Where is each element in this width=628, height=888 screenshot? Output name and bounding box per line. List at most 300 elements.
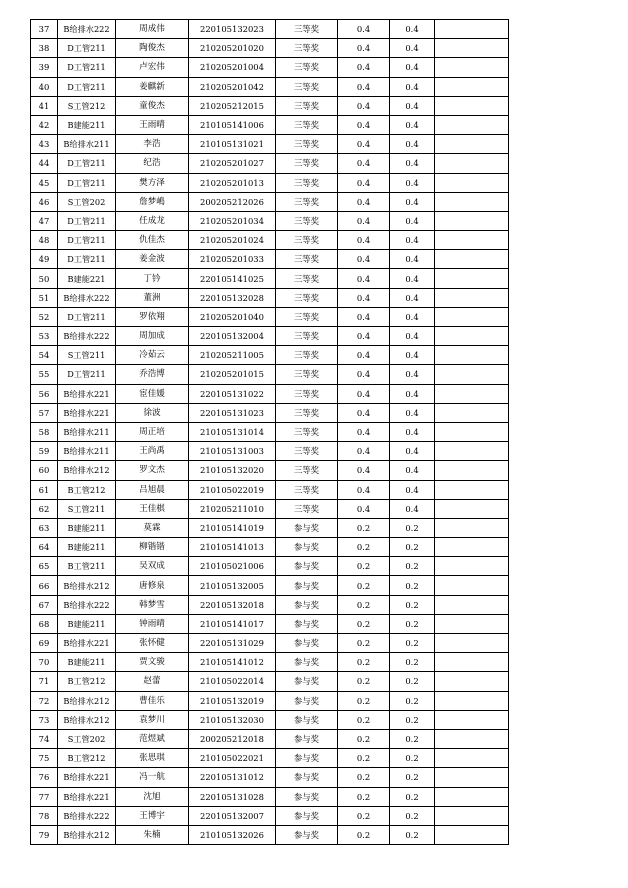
credit-cell: 0.2 xyxy=(390,749,435,768)
remark-cell xyxy=(435,480,509,499)
student-id-cell: 210105141017 xyxy=(189,614,276,633)
student-id-cell: 210105141012 xyxy=(189,653,276,672)
student-name-cell: 周正培 xyxy=(116,422,189,441)
table-row xyxy=(31,365,509,384)
credit-cell: 0.4 xyxy=(390,77,435,96)
student-id-cell: 210205211005 xyxy=(189,346,276,365)
score-cell: 0.2 xyxy=(338,710,390,729)
table-row xyxy=(31,154,509,173)
table-row xyxy=(31,231,509,250)
credit-cell: 0.4 xyxy=(390,365,435,384)
award-level-cell: 参与奖 xyxy=(276,614,338,633)
student-name-cell: 罗文杰 xyxy=(116,461,189,480)
credit-cell: 0.4 xyxy=(390,58,435,77)
award-level-cell: 三等奖 xyxy=(276,403,338,422)
award-level-cell: 参与奖 xyxy=(276,595,338,614)
student-id-cell: 210105131003 xyxy=(189,442,276,461)
student-id-cell: 200205212026 xyxy=(189,192,276,211)
remark-cell xyxy=(435,710,509,729)
credit-cell: 0.4 xyxy=(390,211,435,230)
award-level-cell: 三等奖 xyxy=(276,480,338,499)
table-row xyxy=(31,480,509,499)
table-row xyxy=(31,77,509,96)
class-cell: B给排水222 xyxy=(58,595,116,614)
table-row xyxy=(31,538,509,557)
remark-cell xyxy=(435,307,509,326)
remark-cell xyxy=(435,576,509,595)
score-cell: 0.4 xyxy=(338,422,390,441)
table-row xyxy=(31,20,509,39)
credit-cell: 0.4 xyxy=(390,231,435,250)
score-cell: 0.4 xyxy=(338,480,390,499)
class-cell: D工管211 xyxy=(58,39,116,58)
score-cell: 0.4 xyxy=(338,58,390,77)
award-level-cell: 三等奖 xyxy=(276,58,338,77)
class-cell: B建能211 xyxy=(58,518,116,537)
score-cell: 0.4 xyxy=(338,250,390,269)
table-row xyxy=(31,288,509,307)
student-name-cell: 纪浩 xyxy=(116,154,189,173)
score-cell: 0.2 xyxy=(338,595,390,614)
student-id-cell: 210105021006 xyxy=(189,557,276,576)
student-id-cell: 210205201013 xyxy=(189,173,276,192)
credit-cell: 0.4 xyxy=(390,154,435,173)
row-number-cell: 68 xyxy=(31,614,58,633)
row-number-cell: 59 xyxy=(31,442,58,461)
class-cell: B给排水221 xyxy=(58,384,116,403)
score-cell: 0.2 xyxy=(338,614,390,633)
score-cell: 0.4 xyxy=(338,115,390,134)
student-name-cell: 柳锴锴 xyxy=(116,538,189,557)
student-id-cell: 210105132026 xyxy=(189,825,276,844)
student-name-cell: 韩梦雪 xyxy=(116,595,189,614)
class-cell: B给排水221 xyxy=(58,787,116,806)
score-cell: 0.4 xyxy=(338,211,390,230)
award-level-cell: 三等奖 xyxy=(276,96,338,115)
class-cell: S工管211 xyxy=(58,346,116,365)
class-cell: B给排水222 xyxy=(58,20,116,39)
remark-cell xyxy=(435,634,509,653)
student-name-cell: 王雨晴 xyxy=(116,115,189,134)
table-row xyxy=(31,768,509,787)
student-id-cell: 220105141025 xyxy=(189,269,276,288)
remark-cell xyxy=(435,403,509,422)
class-cell: S工管202 xyxy=(58,729,116,748)
table-row xyxy=(31,269,509,288)
student-id-cell: 210205201027 xyxy=(189,154,276,173)
class-cell: B建能211 xyxy=(58,653,116,672)
award-level-cell: 三等奖 xyxy=(276,39,338,58)
credit-cell: 0.2 xyxy=(390,806,435,825)
class-cell: B给排水212 xyxy=(58,691,116,710)
award-level-cell: 参与奖 xyxy=(276,749,338,768)
student-id-cell: 210105022014 xyxy=(189,672,276,691)
class-cell: D工管211 xyxy=(58,307,116,326)
credit-cell: 0.2 xyxy=(390,787,435,806)
student-id-cell: 210205201015 xyxy=(189,365,276,384)
award-level-cell: 参与奖 xyxy=(276,538,338,557)
award-level-cell: 三等奖 xyxy=(276,154,338,173)
score-cell: 0.2 xyxy=(338,672,390,691)
award-level-cell: 参与奖 xyxy=(276,653,338,672)
row-number-cell: 66 xyxy=(31,576,58,595)
student-id-cell: 220105132007 xyxy=(189,806,276,825)
class-cell: B给排水212 xyxy=(58,461,116,480)
table-row xyxy=(31,173,509,192)
credit-cell: 0.4 xyxy=(390,307,435,326)
remark-cell xyxy=(435,499,509,518)
student-id-cell: 210105131021 xyxy=(189,135,276,154)
score-cell: 0.4 xyxy=(338,403,390,422)
student-name-cell: 贾文骏 xyxy=(116,653,189,672)
student-id-cell: 210205201042 xyxy=(189,77,276,96)
row-number-cell: 55 xyxy=(31,365,58,384)
remark-cell xyxy=(435,135,509,154)
table-row xyxy=(31,749,509,768)
student-name-cell: 唐修泉 xyxy=(116,576,189,595)
table-row xyxy=(31,115,509,134)
row-number-cell: 48 xyxy=(31,231,58,250)
credit-cell: 0.2 xyxy=(390,729,435,748)
student-name-cell: 童俊杰 xyxy=(116,96,189,115)
award-level-cell: 参与奖 xyxy=(276,710,338,729)
award-level-cell: 三等奖 xyxy=(276,135,338,154)
award-level-cell: 三等奖 xyxy=(276,231,338,250)
student-id-cell: 210105022019 xyxy=(189,480,276,499)
remark-cell xyxy=(435,288,509,307)
credit-cell: 0.4 xyxy=(390,480,435,499)
remark-cell xyxy=(435,192,509,211)
student-id-cell: 210205201024 xyxy=(189,231,276,250)
award-level-cell: 参与奖 xyxy=(276,518,338,537)
row-number-cell: 50 xyxy=(31,269,58,288)
student-id-cell: 210105141019 xyxy=(189,518,276,537)
table-row xyxy=(31,211,509,230)
score-cell: 0.2 xyxy=(338,806,390,825)
table-row xyxy=(31,653,509,672)
credit-cell: 0.4 xyxy=(390,499,435,518)
student-id-cell: 220105132018 xyxy=(189,595,276,614)
student-name-cell: 李浩 xyxy=(116,135,189,154)
remark-cell xyxy=(435,250,509,269)
credit-cell: 0.2 xyxy=(390,576,435,595)
remark-cell xyxy=(435,442,509,461)
student-id-cell: 210205201033 xyxy=(189,250,276,269)
table-row xyxy=(31,634,509,653)
credit-cell: 0.4 xyxy=(390,384,435,403)
credit-cell: 0.4 xyxy=(390,250,435,269)
remark-cell xyxy=(435,58,509,77)
class-cell: B建能211 xyxy=(58,538,116,557)
award-level-cell: 参与奖 xyxy=(276,691,338,710)
student-name-cell: 罗依翔 xyxy=(116,307,189,326)
score-cell: 0.2 xyxy=(338,825,390,844)
row-number-cell: 43 xyxy=(31,135,58,154)
student-name-cell: 仇佳杰 xyxy=(116,231,189,250)
table-row xyxy=(31,806,509,825)
table-row xyxy=(31,672,509,691)
student-id-cell: 210105022021 xyxy=(189,749,276,768)
table-row xyxy=(31,96,509,115)
row-number-cell: 39 xyxy=(31,58,58,77)
student-name-cell: 莫霖 xyxy=(116,518,189,537)
student-name-cell: 袁梦川 xyxy=(116,710,189,729)
row-number-cell: 65 xyxy=(31,557,58,576)
class-cell: B给排水211 xyxy=(58,422,116,441)
award-table xyxy=(30,19,509,845)
student-name-cell: 赵蕾 xyxy=(116,672,189,691)
student-id-cell: 220105132004 xyxy=(189,327,276,346)
row-number-cell: 46 xyxy=(31,192,58,211)
student-name-cell: 范煜斌 xyxy=(116,729,189,748)
student-name-cell: 董洲 xyxy=(116,288,189,307)
remark-cell xyxy=(435,787,509,806)
student-name-cell: 詹梦嶋 xyxy=(116,192,189,211)
row-number-cell: 54 xyxy=(31,346,58,365)
credit-cell: 0.2 xyxy=(390,518,435,537)
credit-cell: 0.2 xyxy=(390,614,435,633)
row-number-cell: 40 xyxy=(31,77,58,96)
class-cell: B给排水212 xyxy=(58,825,116,844)
score-cell: 0.4 xyxy=(338,231,390,250)
credit-cell: 0.4 xyxy=(390,96,435,115)
row-number-cell: 72 xyxy=(31,691,58,710)
student-id-cell: 210205201020 xyxy=(189,39,276,58)
award-level-cell: 三等奖 xyxy=(276,192,338,211)
table-row xyxy=(31,499,509,518)
student-name-cell: 宦佳媛 xyxy=(116,384,189,403)
credit-cell: 0.2 xyxy=(390,672,435,691)
table-row xyxy=(31,192,509,211)
class-cell: B工管212 xyxy=(58,480,116,499)
award-level-cell: 三等奖 xyxy=(276,77,338,96)
score-cell: 0.2 xyxy=(338,538,390,557)
class-cell: B给排水221 xyxy=(58,768,116,787)
award-level-cell: 三等奖 xyxy=(276,173,338,192)
class-cell: D工管211 xyxy=(58,173,116,192)
student-name-cell: 沈旭 xyxy=(116,787,189,806)
student-id-cell: 210205201040 xyxy=(189,307,276,326)
award-level-cell: 三等奖 xyxy=(276,115,338,134)
class-cell: D工管211 xyxy=(58,77,116,96)
score-cell: 0.2 xyxy=(338,653,390,672)
credit-cell: 0.4 xyxy=(390,288,435,307)
student-id-cell: 210105132019 xyxy=(189,691,276,710)
remark-cell xyxy=(435,672,509,691)
student-id-cell: 220105131023 xyxy=(189,403,276,422)
remark-cell xyxy=(435,211,509,230)
student-name-cell: 钟雨晴 xyxy=(116,614,189,633)
class-cell: S工管202 xyxy=(58,192,116,211)
score-cell: 0.4 xyxy=(338,346,390,365)
student-id-cell: 220105132023 xyxy=(189,20,276,39)
student-name-cell: 吕旭晨 xyxy=(116,480,189,499)
row-number-cell: 51 xyxy=(31,288,58,307)
class-cell: B建能221 xyxy=(58,269,116,288)
score-cell: 0.4 xyxy=(338,442,390,461)
table-row xyxy=(31,691,509,710)
score-cell: 0.4 xyxy=(338,20,390,39)
award-level-cell: 三等奖 xyxy=(276,365,338,384)
row-number-cell: 75 xyxy=(31,749,58,768)
award-level-cell: 参与奖 xyxy=(276,768,338,787)
row-number-cell: 49 xyxy=(31,250,58,269)
row-number-cell: 79 xyxy=(31,825,58,844)
row-number-cell: 64 xyxy=(31,538,58,557)
row-number-cell: 58 xyxy=(31,422,58,441)
credit-cell: 0.2 xyxy=(390,653,435,672)
award-level-cell: 三等奖 xyxy=(276,211,338,230)
class-cell: D工管211 xyxy=(58,365,116,384)
table-row xyxy=(31,576,509,595)
credit-cell: 0.2 xyxy=(390,557,435,576)
remark-cell xyxy=(435,825,509,844)
score-cell: 0.2 xyxy=(338,749,390,768)
remark-cell xyxy=(435,614,509,633)
class-cell: B给排水222 xyxy=(58,327,116,346)
score-cell: 0.4 xyxy=(338,288,390,307)
credit-cell: 0.4 xyxy=(390,135,435,154)
credit-cell: 0.4 xyxy=(390,403,435,422)
student-name-cell: 曹佳乐 xyxy=(116,691,189,710)
credit-cell: 0.4 xyxy=(390,20,435,39)
student-name-cell: 王佳棋 xyxy=(116,499,189,518)
award-level-cell: 参与奖 xyxy=(276,787,338,806)
table-row xyxy=(31,58,509,77)
credit-cell: 0.4 xyxy=(390,346,435,365)
row-number-cell: 44 xyxy=(31,154,58,173)
score-cell: 0.4 xyxy=(338,173,390,192)
class-cell: B给排水222 xyxy=(58,288,116,307)
row-number-cell: 38 xyxy=(31,39,58,58)
class-cell: B建能211 xyxy=(58,115,116,134)
score-cell: 0.2 xyxy=(338,787,390,806)
table-row xyxy=(31,384,509,403)
score-cell: 0.2 xyxy=(338,768,390,787)
table-row xyxy=(31,39,509,58)
student-id-cell: 210205212015 xyxy=(189,96,276,115)
remark-cell xyxy=(435,691,509,710)
score-cell: 0.4 xyxy=(338,365,390,384)
student-name-cell: 乔浩博 xyxy=(116,365,189,384)
table-row xyxy=(31,557,509,576)
row-number-cell: 42 xyxy=(31,115,58,134)
remark-cell xyxy=(435,346,509,365)
row-number-cell: 57 xyxy=(31,403,58,422)
student-name-cell: 冷茹云 xyxy=(116,346,189,365)
table-row xyxy=(31,729,509,748)
class-cell: B工管211 xyxy=(58,557,116,576)
table-row xyxy=(31,307,509,326)
table-body xyxy=(31,20,509,845)
award-level-cell: 参与奖 xyxy=(276,729,338,748)
table-row xyxy=(31,403,509,422)
class-cell: B给排水212 xyxy=(58,576,116,595)
award-level-cell: 参与奖 xyxy=(276,806,338,825)
class-cell: B给排水222 xyxy=(58,806,116,825)
remark-cell xyxy=(435,729,509,748)
score-cell: 0.4 xyxy=(338,96,390,115)
score-cell: 0.4 xyxy=(338,269,390,288)
table-row xyxy=(31,250,509,269)
table-row xyxy=(31,787,509,806)
table-row xyxy=(31,595,509,614)
student-name-cell: 张思琪 xyxy=(116,749,189,768)
score-cell: 0.2 xyxy=(338,634,390,653)
student-name-cell: 冯一航 xyxy=(116,768,189,787)
table-row xyxy=(31,614,509,633)
student-id-cell: 220105131012 xyxy=(189,768,276,787)
award-level-cell: 三等奖 xyxy=(276,307,338,326)
row-number-cell: 60 xyxy=(31,461,58,480)
credit-cell: 0.4 xyxy=(390,173,435,192)
student-name-cell: 吴双成 xyxy=(116,557,189,576)
table-row xyxy=(31,710,509,729)
student-id-cell: 210105132005 xyxy=(189,576,276,595)
remark-cell xyxy=(435,384,509,403)
table-row xyxy=(31,346,509,365)
student-name-cell: 王尚禹 xyxy=(116,442,189,461)
table-row xyxy=(31,422,509,441)
award-level-cell: 三等奖 xyxy=(276,442,338,461)
credit-cell: 0.4 xyxy=(390,327,435,346)
class-cell: B给排水211 xyxy=(58,442,116,461)
remark-cell xyxy=(435,327,509,346)
award-level-cell: 三等奖 xyxy=(276,20,338,39)
remark-cell xyxy=(435,768,509,787)
credit-cell: 0.4 xyxy=(390,115,435,134)
award-level-cell: 三等奖 xyxy=(276,499,338,518)
remark-cell xyxy=(435,422,509,441)
score-cell: 0.4 xyxy=(338,77,390,96)
credit-cell: 0.4 xyxy=(390,442,435,461)
student-name-cell: 卢宏伟 xyxy=(116,58,189,77)
remark-cell xyxy=(435,115,509,134)
award-level-cell: 三等奖 xyxy=(276,461,338,480)
table-row xyxy=(31,518,509,537)
row-number-cell: 61 xyxy=(31,480,58,499)
student-id-cell: 210105141013 xyxy=(189,538,276,557)
student-id-cell: 220105131028 xyxy=(189,787,276,806)
class-cell: D工管211 xyxy=(58,58,116,77)
table-row xyxy=(31,135,509,154)
credit-cell: 0.2 xyxy=(390,595,435,614)
student-id-cell: 210205201004 xyxy=(189,58,276,77)
row-number-cell: 78 xyxy=(31,806,58,825)
table-row xyxy=(31,442,509,461)
credit-cell: 0.4 xyxy=(390,192,435,211)
credit-cell: 0.2 xyxy=(390,825,435,844)
score-cell: 0.2 xyxy=(338,576,390,595)
remark-cell xyxy=(435,231,509,250)
remark-cell xyxy=(435,39,509,58)
student-id-cell: 210205201034 xyxy=(189,211,276,230)
score-cell: 0.2 xyxy=(338,557,390,576)
remark-cell xyxy=(435,749,509,768)
award-level-cell: 三等奖 xyxy=(276,346,338,365)
student-id-cell: 220105131022 xyxy=(189,384,276,403)
credit-cell: 0.2 xyxy=(390,691,435,710)
credit-cell: 0.4 xyxy=(390,269,435,288)
class-cell: D工管211 xyxy=(58,231,116,250)
credit-cell: 0.4 xyxy=(390,461,435,480)
class-cell: S工管211 xyxy=(58,499,116,518)
row-number-cell: 73 xyxy=(31,710,58,729)
remark-cell xyxy=(435,806,509,825)
remark-cell xyxy=(435,461,509,480)
row-number-cell: 70 xyxy=(31,653,58,672)
table-row xyxy=(31,825,509,844)
